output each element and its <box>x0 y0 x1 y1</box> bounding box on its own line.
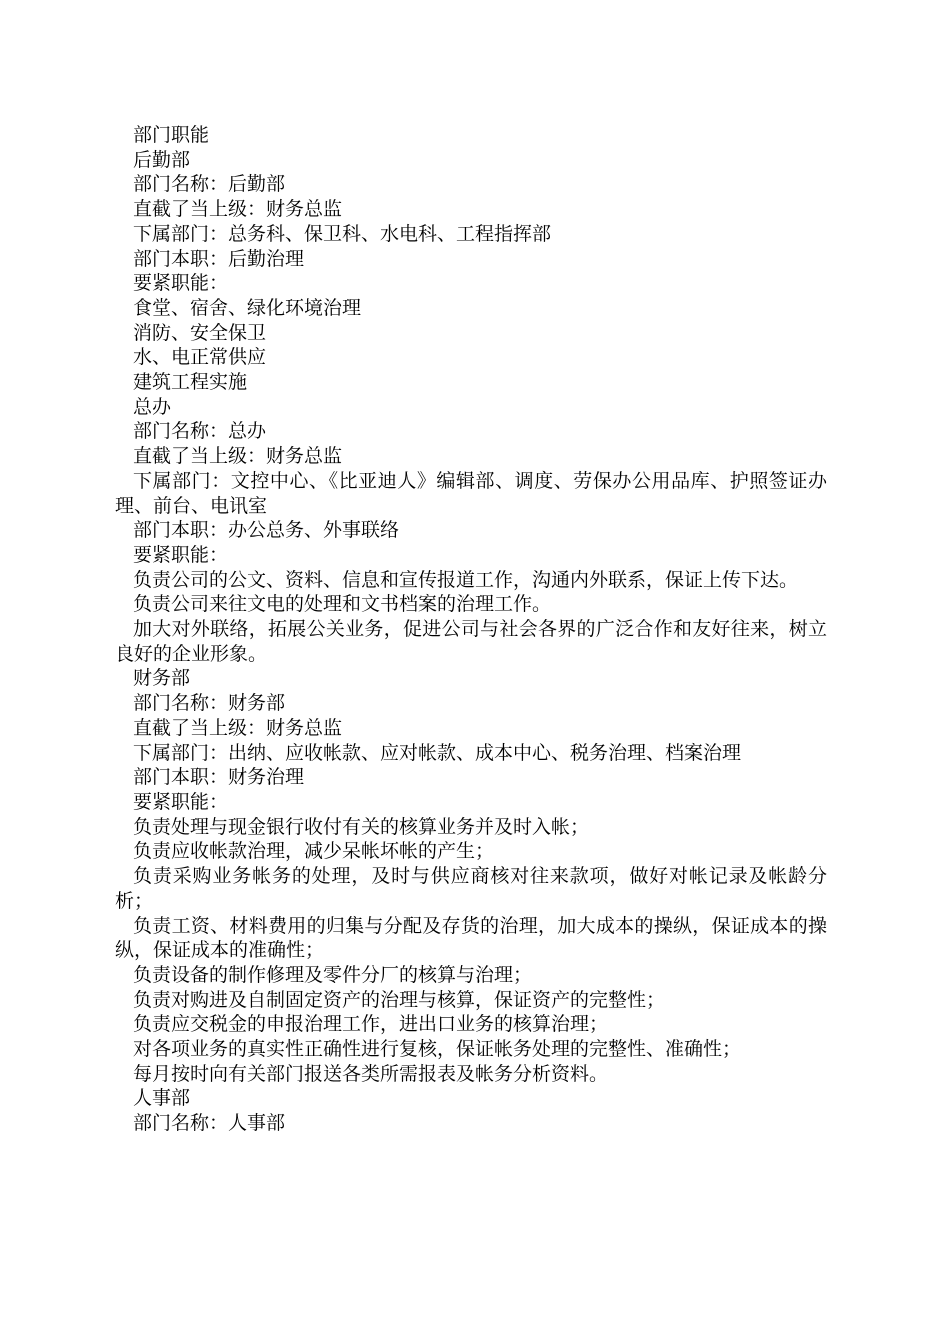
paragraph: 负责采购业务帐务的处理，及时与供应商核对往来款项，做好对帐记录及帐龄分析； <box>115 865 827 912</box>
paragraph: 负责对购进及自制固定资产的治理与核算，保证资产的完整性； <box>133 988 666 1011</box>
paragraph: 部门本职：后勤治理 <box>133 247 305 270</box>
paragraph: 要紧职能： <box>133 272 229 295</box>
paragraph: 负责应交税金的申报治理工作，进出口业务的核算治理； <box>133 1013 609 1036</box>
paragraph: 下属部门：出纳、应收帐款、应对帐款、成本中心、税务治理、档案治理 <box>133 741 742 764</box>
paragraph: 负责处理与现金银行收付有关的核算业务并及时入帐； <box>133 815 590 838</box>
paragraph: 直截了当上级：财务总监 <box>133 716 343 739</box>
paragraph: 加大对外联络，拓展公关业务，促进公司与社会各界的广泛合作和友好往来，树立良好的企业形象。 <box>115 618 827 665</box>
paragraph: 要紧职能： <box>133 790 229 813</box>
section-title-general-office: 总办 <box>133 395 172 418</box>
paragraph: 部门名称：后勤部 <box>133 173 286 196</box>
paragraph: 负责公司的公文、资料、信息和宣传报道工作，沟通内外联系，保证上传下达。 <box>133 568 799 591</box>
section-title-logistics: 后勤部 <box>133 148 191 171</box>
paragraph: 直截了当上级：财务总监 <box>133 198 343 221</box>
paragraph: 部门名称：财务部 <box>133 692 286 715</box>
paragraph: 水、电正常供应 <box>133 346 267 369</box>
section-title-hr: 人事部 <box>133 1087 191 1110</box>
paragraph: 负责应收帐款治理，减少呆帐坏帐的产生； <box>133 840 495 863</box>
paragraph: 下属部门：总务科、保卫科、水电科、工程指挥部 <box>133 222 552 245</box>
paragraph: 负责公司来往文电的处理和文书档案的治理工作。 <box>133 593 552 616</box>
document-body <box>115 123 827 1136</box>
paragraph: 负责设备的制作修理及零件分厂的核算与治理； <box>133 963 533 986</box>
paragraph: 每月按时向有关部门报送各类所需报表及帐务分析资料。 <box>133 1062 609 1085</box>
paragraph: 部门名称：人事部 <box>133 1112 286 1135</box>
paragraph: 部门名称：总办 <box>133 420 267 443</box>
paragraph: 对各项业务的真实性正确性进行复核，保证帐务处理的完整性、准确性； <box>133 1038 742 1061</box>
paragraph: 部门本职：财务治理 <box>133 766 305 789</box>
paragraph: 消防、安全保卫 <box>133 321 267 344</box>
paragraph: 直截了当上级：财务总监 <box>133 445 343 468</box>
paragraph: 建筑工程实施 <box>133 371 248 394</box>
paragraph: 负责工资、材料费用的归集与分配及存货的治理，加大成本的操纵，保证成本的操纵，保证成本的准确性； <box>115 914 827 962</box>
paragraph: 下属部门：文控中心、《比亚迪人》编辑部、调度、劳保办公用品库、护照签证办理、前台、电讯室 <box>115 469 827 517</box>
section-title-finance: 财务部 <box>133 667 191 690</box>
paragraph: 要紧职能： <box>133 543 229 566</box>
paragraph: 部门本职：办公总务、外事联络 <box>133 519 400 542</box>
heading-department-functions: 部门职能 <box>133 124 210 146</box>
paragraph: 食堂、宿舍、绿化环境治理 <box>133 296 362 319</box>
